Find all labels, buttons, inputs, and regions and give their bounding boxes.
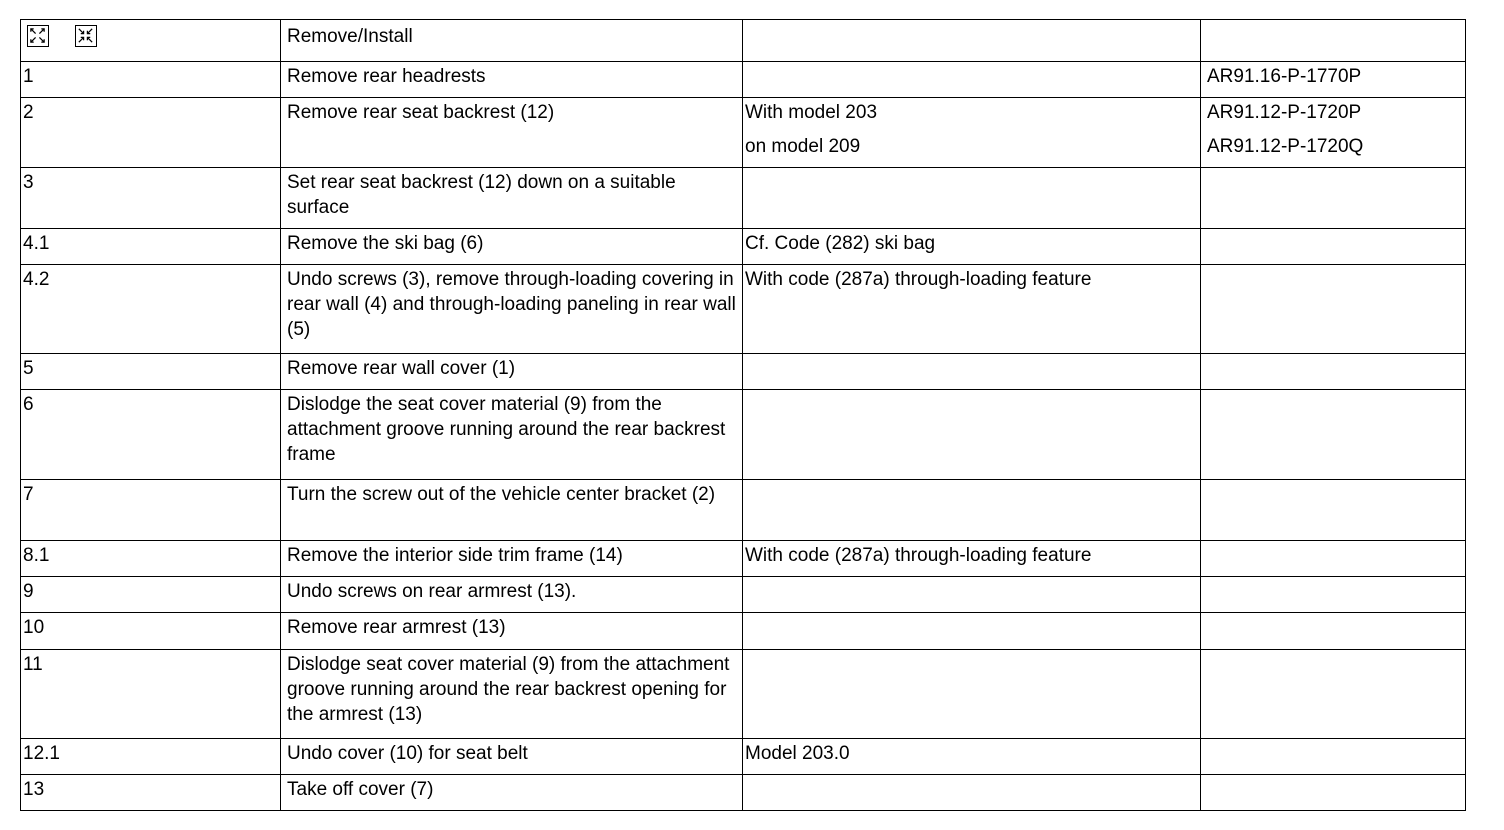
step-number: 10 — [21, 613, 281, 650]
step-reference — [1201, 265, 1466, 354]
table-row — [21, 229, 1466, 265]
step-instruction: Remove the interior side trim frame (14) — [281, 541, 743, 577]
table-row — [21, 354, 1466, 390]
step-number: 6 — [21, 390, 281, 480]
step-instruction: Undo screws (3), remove through-loading covering in rear wall (4) and through-loading paneling in rear wall (5) — [281, 265, 743, 354]
header-icons — [23, 22, 276, 47]
step-reference — [1201, 480, 1466, 541]
step-note — [743, 480, 1201, 541]
note-line: With model 203 — [745, 102, 878, 123]
step-note — [743, 98, 1201, 168]
step-instruction: Take off cover (7) — [281, 775, 743, 811]
step-reference — [1201, 168, 1466, 229]
step-note — [743, 739, 1201, 775]
step-instruction: Dislodge seat cover material (9) from the attachment groove running around the rear backrest opening for the armrest (13) — [281, 650, 743, 739]
step-reference — [1201, 613, 1466, 650]
step-instruction: Remove rear headrests — [281, 62, 743, 98]
step-reference — [1201, 229, 1466, 265]
step-note — [743, 541, 1201, 577]
step-reference — [1201, 650, 1466, 739]
note-line: With code (287a) through-loading feature — [745, 545, 1092, 566]
step-number: 5 — [21, 354, 281, 390]
step-reference — [1201, 541, 1466, 577]
step-note — [743, 62, 1201, 98]
step-instruction: Remove rear armrest (13) — [281, 613, 743, 650]
step-reference — [1201, 739, 1466, 775]
step-instruction: Remove the ski bag (6) — [281, 229, 743, 265]
note-line: With code (287a) through-loading feature — [745, 269, 1092, 290]
step-note — [743, 650, 1201, 739]
step-number: 4.1 — [21, 229, 281, 265]
table-header-row — [21, 20, 1466, 62]
reference-link[interactable]: AR91.16-P-1770P — [1207, 66, 1362, 87]
step-note — [743, 168, 1201, 229]
step-instruction: Turn the screw out of the vehicle center bracket (2) — [281, 480, 743, 541]
table-row — [21, 390, 1466, 480]
step-number: 11 — [21, 650, 281, 739]
step-reference — [1201, 775, 1466, 811]
step-note — [743, 390, 1201, 480]
table-row — [21, 577, 1466, 613]
step-reference — [1201, 62, 1466, 98]
step-note — [743, 265, 1201, 354]
step-note — [743, 613, 1201, 650]
step-reference — [1201, 354, 1466, 390]
step-number: 9 — [21, 577, 281, 613]
step-reference — [1201, 577, 1466, 613]
step-note — [743, 229, 1201, 265]
header-notes — [743, 20, 1201, 62]
note-line: Cf. Code (282) ski bag — [745, 233, 936, 254]
step-number: 12.1 — [21, 739, 281, 775]
expand-arrows-icon[interactable] — [27, 25, 49, 47]
step-instruction: Undo cover (10) for seat belt — [281, 739, 743, 775]
step-instruction: Remove rear seat backrest (12) — [281, 98, 743, 168]
procedure-table-body — [21, 20, 1466, 811]
note-line: on model 209 — [745, 136, 861, 157]
header-icons-cell — [21, 20, 281, 62]
note-line: Model 203.0 — [745, 743, 850, 764]
step-number: 3 — [21, 168, 281, 229]
table-row — [21, 613, 1466, 650]
step-reference — [1201, 98, 1466, 168]
header-references — [1201, 20, 1466, 62]
table-row — [21, 62, 1466, 98]
reference-link[interactable]: AR91.12-P-1720P — [1207, 102, 1362, 123]
table-row — [21, 775, 1466, 811]
step-number: 8.1 — [21, 541, 281, 577]
step-instruction: Remove rear wall cover (1) — [281, 354, 743, 390]
step-reference — [1201, 390, 1466, 480]
procedure-table — [20, 19, 1466, 811]
step-number: 4.2 — [21, 265, 281, 354]
collapse-arrows-icon[interactable] — [75, 25, 97, 47]
reference-link[interactable]: AR91.12-P-1720Q — [1207, 136, 1364, 157]
step-note — [743, 577, 1201, 613]
step-number: 13 — [21, 775, 281, 811]
step-instruction: Undo screws on rear armrest (13). — [281, 577, 743, 613]
header-remove-install: Remove/Install — [281, 20, 743, 62]
step-instruction: Set rear seat backrest (12) down on a suitable surface — [281, 168, 743, 229]
table-row — [21, 541, 1466, 577]
table-row — [21, 98, 1466, 168]
table-row — [21, 480, 1466, 541]
table-row — [21, 168, 1466, 229]
step-note — [743, 354, 1201, 390]
step-number: 1 — [21, 62, 281, 98]
table-row — [21, 265, 1466, 354]
step-instruction: Dislodge the seat cover material (9) from the attachment groove running around the rear backrest frame — [281, 390, 743, 480]
table-row — [21, 650, 1466, 739]
table-row — [21, 739, 1466, 775]
step-number: 7 — [21, 480, 281, 541]
step-number: 2 — [21, 98, 281, 168]
step-note — [743, 775, 1201, 811]
